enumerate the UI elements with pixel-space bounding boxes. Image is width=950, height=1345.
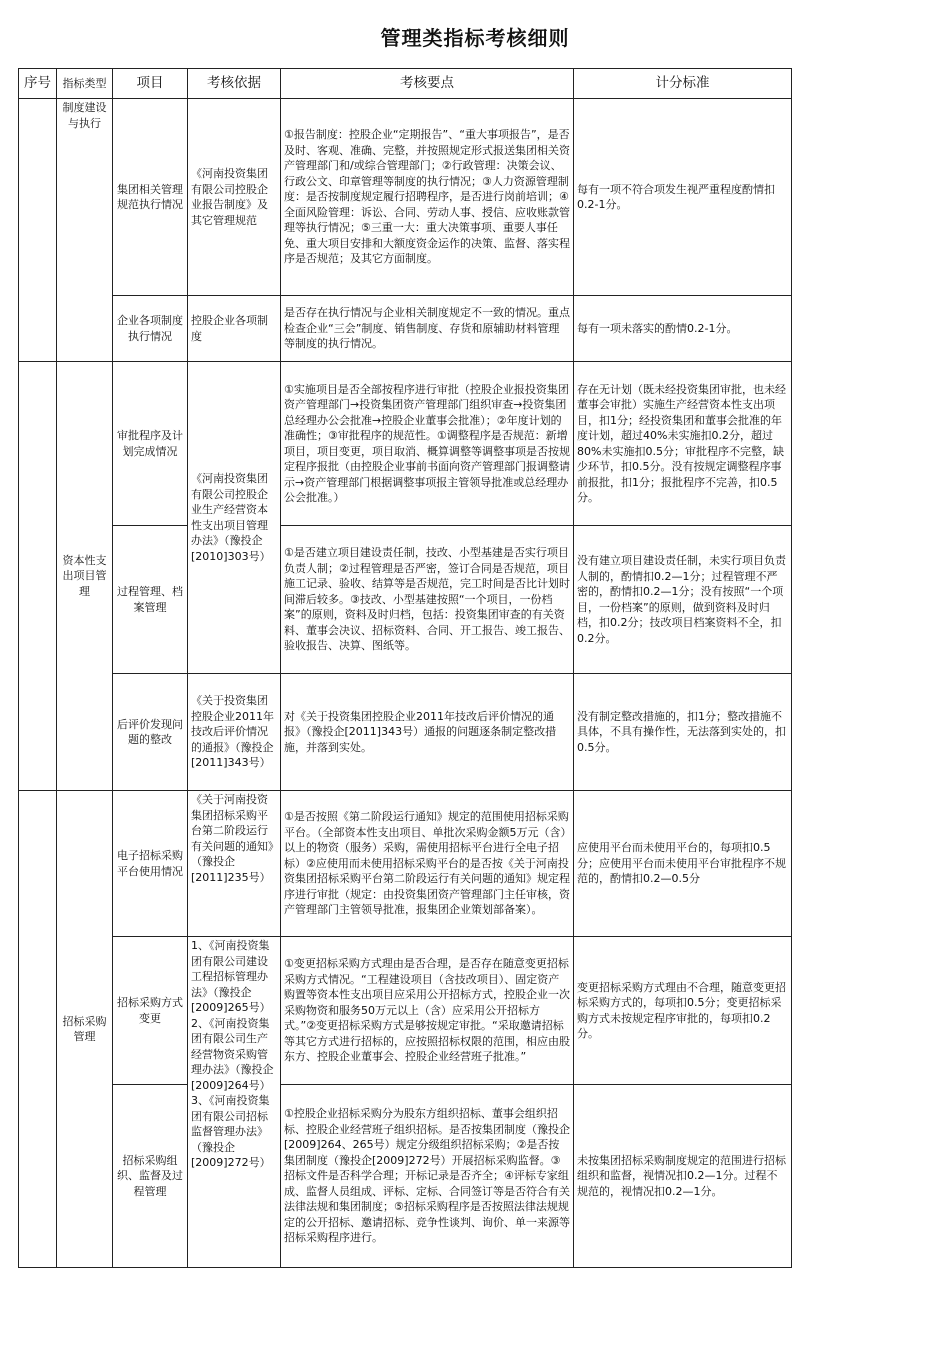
- scoring-cell: 未按集团招标采购制度规定的范围进行招标组织和监督，视情况扣0.2—1分。过程不规范的，视情况扣0.2—1分。: [574, 1085, 792, 1268]
- seq-cell: [19, 362, 57, 791]
- scoring-cell: 没有制定整改措施的，扣1分；整改措施不具体，不具有操作性，无法落到实处的，扣0.5分。: [574, 674, 792, 791]
- item-cell: 企业各项制度执行情况: [113, 296, 188, 362]
- seq-cell: [19, 99, 57, 362]
- page-title: 管理类指标考核细则: [380, 26, 570, 50]
- table-row: [19, 296, 792, 362]
- header-seq: 序号: [19, 69, 57, 99]
- scoring-cell: 没有建立项目建设责任制，未实行项目负责人制的，酌情扣0.2—1分；过程管理不严密的，酌情扣0.2—1分；没有按照“一个项目，一份档案”的原则，做到资料及时归档，扣0.2分；技改项目档案资料不全，扣0.2分。: [574, 526, 792, 674]
- basis-cell: 《河南投资集团有限公司控股企业生产经营资本性支出项目管理办法》（豫投企[2010]303号）: [188, 362, 281, 674]
- item-cell: 后评价发现问题的整改: [113, 674, 188, 791]
- points-cell: ①实施项目是否全部按程序进行审批（控股企业报投资集团资产管理部门→投资集团资产管理部门组织审查→投资集团总经理办公会批准→控股企业董事会批准）；②年度计划的准确性；③审批程序的规范性。①调整程序是否规范：新增项目，项目变更，项目取消、概算调整等调整事项是否按规定程序报批（由控股企业事前书面向资产管理部门报调整请示→资产管理部门根据调整事项报主管领导批准或总经理办公会批准。）: [281, 362, 574, 526]
- basis-cell: 《河南投资集团有限公司控股企业报告制度》及其它管理规范: [188, 99, 281, 296]
- scoring-cell: 每有一项不符合项发生视严重程度酌情扣0.2-1分。: [574, 99, 792, 296]
- item-cell: 过程管理、档案管理: [113, 526, 188, 674]
- header-item: 项目: [113, 69, 188, 99]
- item-cell: 招标采购方式变更: [113, 937, 188, 1085]
- assessment-table: [18, 68, 792, 1268]
- item-cell: 电子招标采购平台使用情况: [113, 791, 188, 937]
- points-cell: 是否存在执行情况与企业相关制度规定不一致的情况。重点检查企业“三会”制度、销售制度、存货和原辅助材料管理等制度的执行情况。: [281, 296, 574, 362]
- header-basis: 考核依据: [188, 69, 281, 99]
- scoring-cell: 每有一项未落实的酌情0.2-1分。: [574, 296, 792, 362]
- basis-cell: 《关于河南投资集团招标采购平台第二阶段运行有关问题的通知》（豫投企[2011]235号）: [188, 791, 281, 937]
- item-cell: 审批程序及计划完成情况: [113, 362, 188, 526]
- category-cell: 制度建设与执行: [57, 99, 113, 362]
- points-cell: ①是否建立项目建设责任制，技改、小型基建是否实行项目负责人制；②过程管理是否严密，签订合同是否规范，项目施工记录、验收、结算等是否规范，完工时间是否比计划时间滞后较多。③技改、小型基建按照“一个项目，一份档案”的原则，资料及时归档，包括：投资集团审查的有关资料、董事会决议、招标资料、合同、开工报告、竣工报告、验收报告、决算、图纸等。: [281, 526, 574, 674]
- item-cell: 集团相关管理规范执行情况: [113, 99, 188, 296]
- basis-cell: 《关于投资集团控股企业2011年技改后评价情况的通报》（豫投企[2011]343号）: [188, 674, 281, 791]
- header-scoring: 计分标准: [574, 69, 792, 99]
- seq-cell: [19, 791, 57, 1268]
- table-row: [19, 362, 792, 526]
- points-cell: ①变更招标采购方式理由是否合理，是否存在随意变更招标采购方式情况。“工程建设项目（含技改项目）、固定资产购置等资本性支出项目应采用公开招标方式，控股企业一次采购物资和服务50万元以上（含）应采用公开招标方式。”②变更招标采购方式是够按规定审批。“采取邀请招标等其它方式进行招标的，应按照招标权限的范围，相应由股东方、控股企业董事会、控股企业经营班子批准。”: [281, 937, 574, 1085]
- scoring-cell: 变更招标采购方式理由不合理，随意变更招标采购方式的，每项扣0.5分；变更招标采购方式未按规定程序审批的，每项扣0.2分。: [574, 937, 792, 1085]
- category-cell: 资本性支出项目管理: [57, 362, 113, 791]
- table-row: [19, 674, 792, 791]
- item-cell: 招标采购组织、监督及过程管理: [113, 1085, 188, 1268]
- header-points: 考核要点: [281, 69, 574, 99]
- table-row: [19, 99, 792, 296]
- points-cell: ①报告制度：控股企业“定期报告”、“重大事项报告”，是否及时、客观、准确、完整，并按照规定形式报送集团相关资产管理部门和/或综合管理部门；②行政管理：决策会议、行政公文、印章管理等制度的执行情况；③人力资源管理制度：是否按制度规定履行招聘程序，是否进行岗前培训；④全面风险管理：诉讼、合同、劳动人事、授信、应收账款管理等执行情况；⑤三重一大：重大决策事项、重要人事任免、重大项目安排和大额度资金运作的决策、监督、落实程序是否规范；及其它方面制度。: [281, 99, 574, 296]
- header-category: 指标类型: [57, 69, 113, 99]
- header-row: [19, 69, 792, 99]
- scoring-cell: 应使用平台而未使用平台的，每项扣0.5分；应使用平台而未使用平台审批程序不规范的，酌情扣0.2—0.5分: [574, 791, 792, 937]
- table-row: [19, 937, 792, 1085]
- table-row: [19, 526, 792, 674]
- points-cell: ①控股企业招标采购分为股东方组织招标、董事会组织招标、控股企业经营班子组织招标。是否按集团制度（豫投企[2009]264、265号）规定分级组织招标采购；②是否按集团制度（豫投企[2009]272号）开展招标采购监督。③招标文件是否科学合理；开标记录是否齐全；④评标专家组成、监督人员组成、评标、定标、合同签订等是否符合有关法律法规和集团制度；⑤招标采购程序是否按照法律法规规定的公开招标、邀请招标、竞争性谈判、询价、单一来源等招标采购程序进行。: [281, 1085, 574, 1268]
- basis-cell: 控股企业各项制度: [188, 296, 281, 362]
- points-cell: ①是否按照《第二阶段运行通知》规定的范围使用招标采购平台。（全部资本性支出项目、单批次采购金额5万元（含）以上的物资（服务）采购，需使用招标平台进行全电子招标）②应使用而未使用招标采购平台的是否按《关于河南投资集团招标采购平台第二阶段运行有关问题的通知》规定程序进行审批（规定：由投资集团资产管理部门主任审核，资产管理部门主管领导批准，报集团企业策划部备案）。: [281, 791, 574, 937]
- table-row: [19, 791, 792, 937]
- category-cell: 招标采购管理: [57, 791, 113, 1268]
- basis-cell: 1、《河南投资集团有限公司建设工程招标管理办法》（豫投企[2009]265号） 2、《河南投资集团有限公司生产经营物资采购管理办法》（豫投企[2009]264号） 3、《河南投资集团有限公司招标监督管理办法》（豫投企[2009]272号）: [188, 937, 281, 1268]
- points-cell: 对《关于投资集团控股企业2011年技改后评价情况的通报》（豫投企[2011]343号）通报的问题逐条制定整改措施，并落到实处。: [281, 674, 574, 791]
- scoring-cell: 存在无计划（既未经投资集团审批，也未经董事会审批）实施生产经营资本性支出项目，扣1分；经投资集团和董事会批准的年度计划，超过40%未实施扣0.2分，超过80%未实施扣0.5分；审批程序不完整，缺少环节，扣0.5分。没有按规定调整程序事前报批，扣1分；报批程序不完善，扣0.5分。: [574, 362, 792, 526]
- table-row: [19, 1085, 792, 1268]
